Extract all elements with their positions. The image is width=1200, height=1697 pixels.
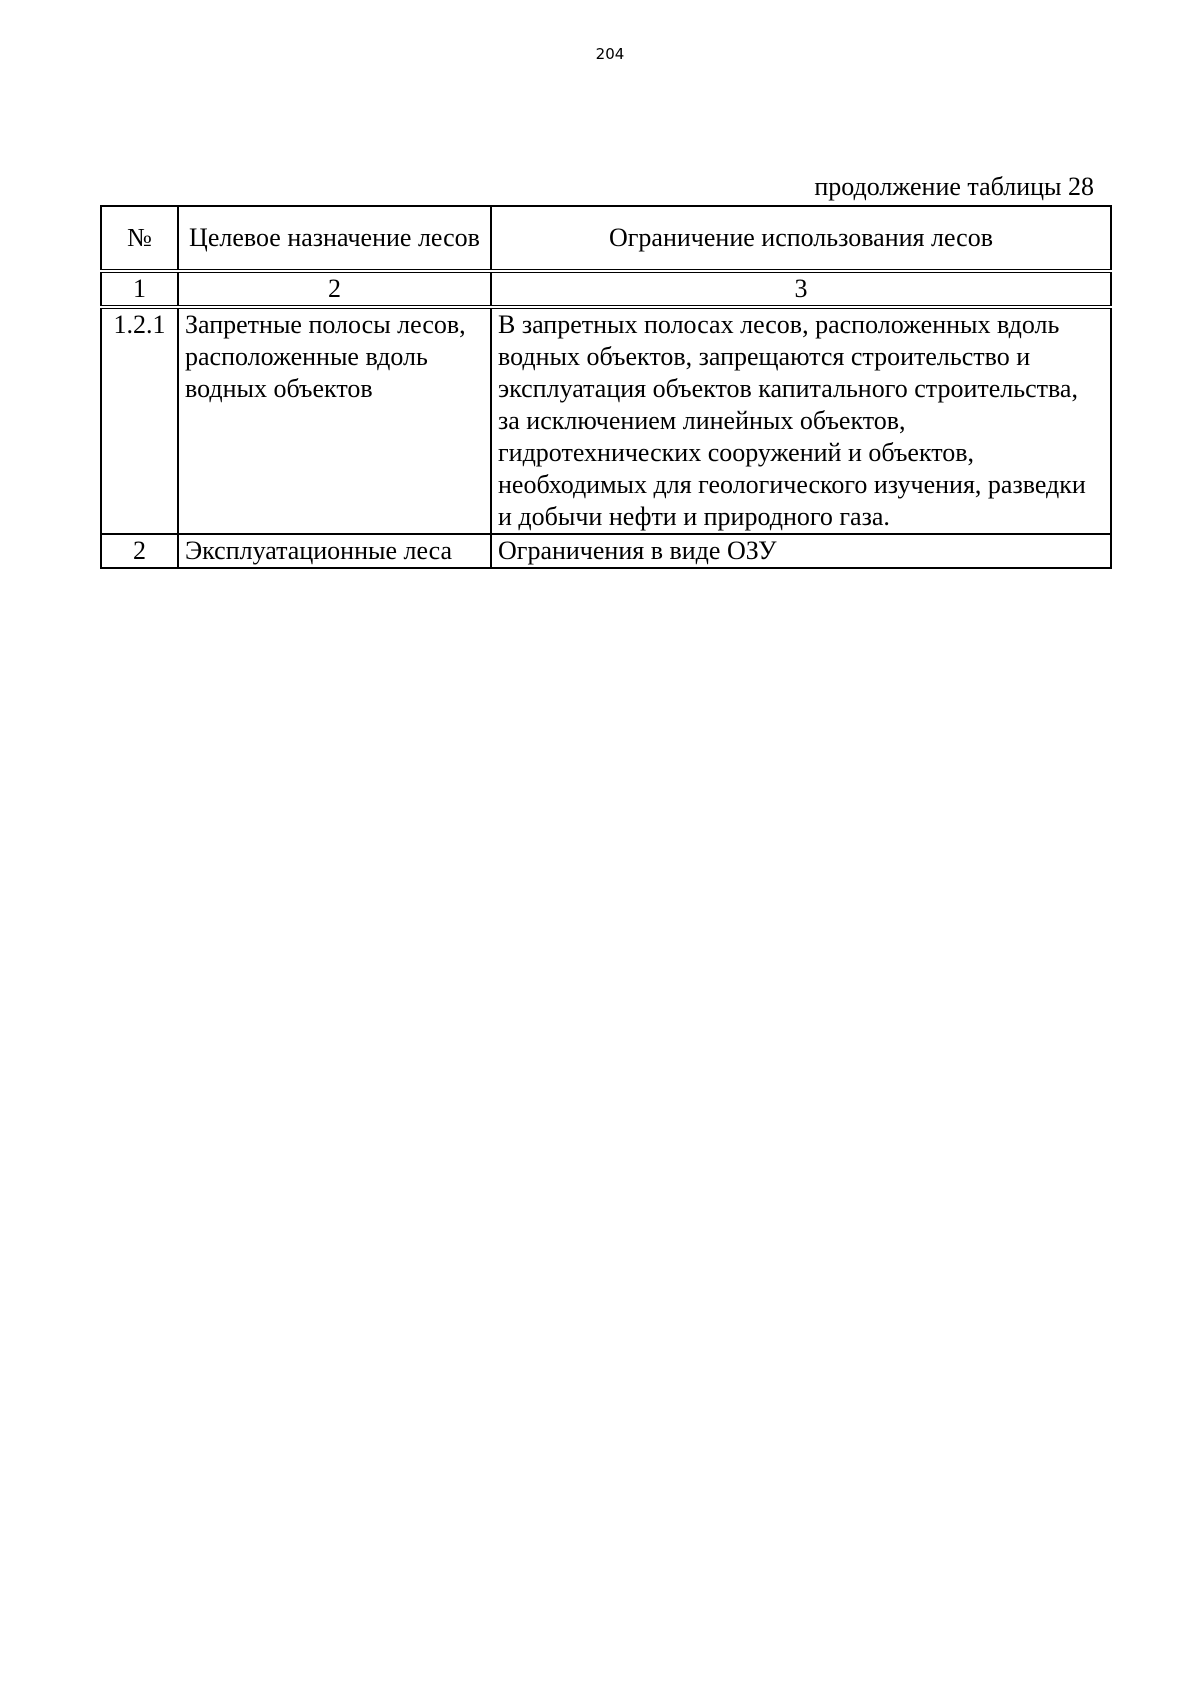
- row-purpose-cell: Запретные полосы лесов, расположенные вдоль водных объектов: [178, 307, 491, 534]
- table-row: [101, 307, 1111, 534]
- row-restriction-cell: В запретных полосах лесов, расположенных вдоль водных объектов, запрещаются строительство и эксплуатация объектов капитального строительства, за исключением линейных объектов, гидротехнических сооружений и объектов, необходимых для геологического изучения, разведки и добычи нефти и природного газа.: [491, 307, 1111, 534]
- column-numbering-row: [101, 271, 1111, 307]
- table-header-row: [101, 206, 1111, 271]
- column-number-3: 3: [491, 271, 1111, 307]
- column-number-2: 2: [178, 271, 491, 307]
- page-number: 204: [595, 45, 625, 63]
- table-caption: продолжение таблицы 28: [814, 172, 1094, 201]
- row-number-cell: 1.2.1: [101, 307, 178, 534]
- row-number-cell: 2: [101, 534, 178, 568]
- header-number: №: [101, 206, 178, 271]
- row-restriction-cell: Ограничения в виде ОЗУ: [491, 534, 1111, 568]
- header-purpose: Целевое назначение лесов: [178, 206, 491, 271]
- column-number-1: 1: [101, 271, 178, 307]
- table-row: [101, 534, 1111, 568]
- header-restriction: Ограничение использования лесов: [491, 206, 1111, 271]
- row-purpose-cell: Эксплуатационные леса: [178, 534, 491, 568]
- forest-restrictions-table: [100, 205, 1112, 569]
